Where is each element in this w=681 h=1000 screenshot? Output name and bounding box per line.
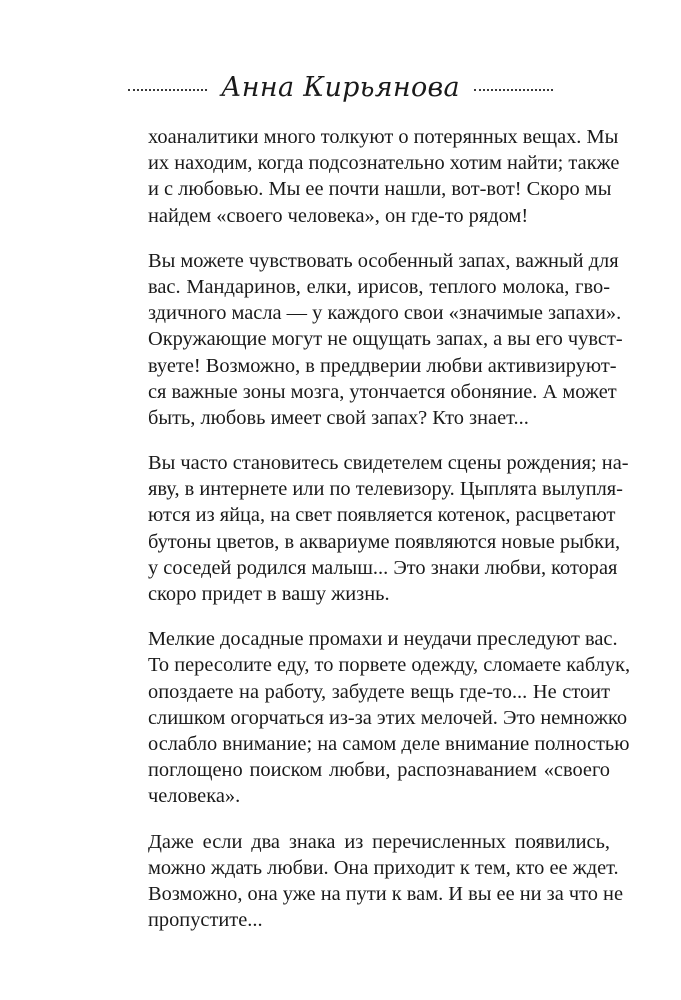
text-line: вуете! Возможно, в преддверии любви активизируют- <box>148 354 617 377</box>
text-line: пропустите... <box>148 909 263 932</box>
text-line: и с любовью. Мы ее почти нашли, вот-вот! Скоро мы <box>148 178 612 201</box>
text-line: бутоны цветов, в аквариуме появляются новые рыбки, <box>148 530 621 553</box>
text-line: найдем «своего человека», он где-то рядом! <box>148 204 529 227</box>
text-line: ся важные зоны мозга, утончается обоняние. А может <box>148 380 617 403</box>
text-line: яву, в интернете или по телевизору. Цыплята вылупля- <box>148 478 623 501</box>
paragraph-2 <box>148 248 623 431</box>
text-line: быть, любовь имеет свой запах? Кто знает... <box>148 406 529 429</box>
body-text <box>148 124 631 952</box>
text-line: у соседей родился малыш... Это знаки любви, которая <box>148 556 618 579</box>
paragraph-1 <box>148 124 620 229</box>
text-line: поглощено поиском любви, распознаванием «своего <box>148 759 610 782</box>
text-line: хоаналитики много толкуют о потерянных вещах. Мы <box>148 126 619 148</box>
text-line: Возможно, она уже на пути к вам. И вы ее ни за что не <box>148 882 624 905</box>
header-author-name: Анна Кирьянова <box>221 71 460 103</box>
text-line: Мелкие досадные промахи и неудачи преследуют вас. <box>148 628 618 651</box>
text-line: здичного масла — у каждого свои «значимые запахи». <box>148 302 622 325</box>
header-dotted-rule-left <box>128 89 207 91</box>
text-line: опоздаете на работу, забудете вещь где-то... Не стоит <box>148 680 610 703</box>
text-line: человека». <box>148 785 241 808</box>
text-line: вас. Мандаринов, елки, ирисов, теплого молока, гво- <box>148 275 610 298</box>
text-line: То пересолите еду, то порвете одежду, сломаете каблук, <box>148 654 631 677</box>
paragraph-3 <box>148 450 629 607</box>
text-line: Вы можете чувствовать особенный запах, важный для <box>148 249 619 272</box>
text-line: слишком огорчаться из-за этих мелочей. Это немножко <box>148 706 628 729</box>
text-line: скоро придет в вашу жизнь. <box>148 583 390 605</box>
text-line: можно ждать любви. Она приходит к тем, кто ее ждет. <box>148 856 619 879</box>
text-line: Окружающие могут не ощущать запах, а вы его чувст- <box>148 328 623 351</box>
text-line: Вы часто становитесь свидетелем сцены рождения; на- <box>148 452 629 475</box>
paragraph-4 <box>148 626 631 809</box>
text-line: ослабло внимание; на самом деле внимание полностью <box>148 732 630 755</box>
header-dotted-rule-right <box>474 89 553 91</box>
paragraph-5 <box>148 829 624 934</box>
text-line: ются из яйца, на свет появляется котенок, расцветают <box>148 504 616 527</box>
running-header <box>128 62 553 112</box>
text-line: их находим, когда подсознательно хотим найти; также <box>148 152 620 175</box>
text-line: Даже если два знака из перечисленных появились, <box>148 830 610 853</box>
